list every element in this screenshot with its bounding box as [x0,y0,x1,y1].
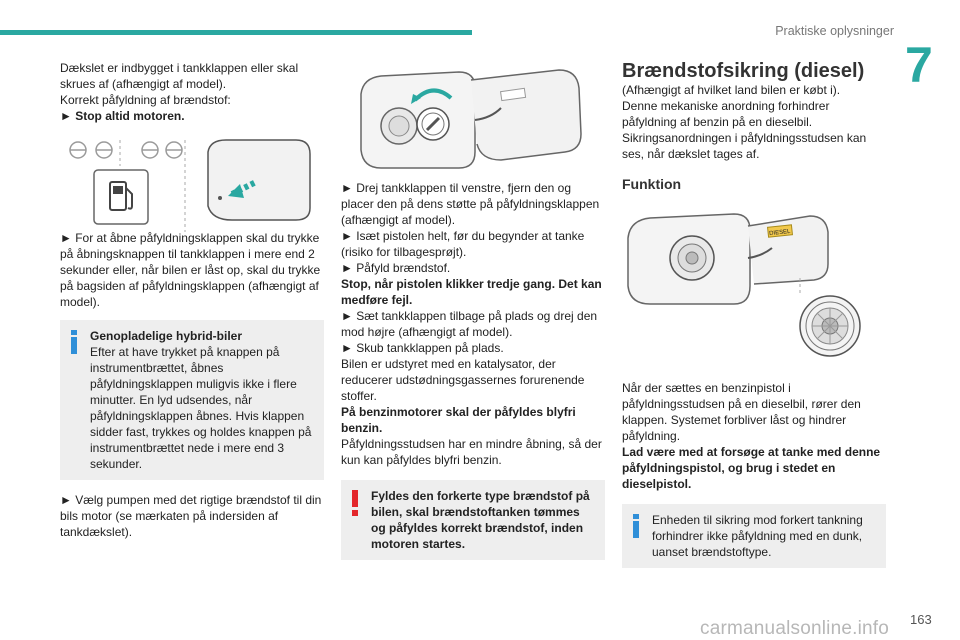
page-number: 163 [910,612,932,627]
paragraph: Korrekt påfyldning af brændstof: [60,93,231,107]
paragraph: ► Vælg pumpen med det rigtige brændstof til din bils motor (se mærkaten på indersiden af tankdækslet). [60,493,322,539]
subsection-heading: Funktion [622,176,682,192]
fuel-cap-illustration [341,60,605,172]
fuel-button-illustration [60,136,324,222]
paragraph-bold: Lad være med at forsøge at tanke med denne påfyldningspistol, og brug i stedet en dieselpistol. [622,445,881,491]
instruction-bold: Stop, når pistolen klikker tredje gang. Det kan medføre fejl. [341,277,602,307]
diesel-filler-cap-icon [800,296,860,356]
instruction: ► Skub tankklappen på plads. [341,341,504,355]
info-note [60,320,324,480]
paragraph: Bilen er udstyret med en katalysator, der reducerer udstødningsgassernes forurenende stoffer. [341,357,585,403]
diesel-filler-illustration [622,208,886,358]
fuel-flap-press-illustration [208,140,310,220]
instruction: ► Sæt tankklappen tilbage på plads og drej den mod højre (afhængigt af model). [341,309,598,339]
header-accent-bar [0,30,472,35]
info-icon [69,330,79,354]
instruction: ► Isæt pistolen helt, før du begynder at tanke (risiko for tilbagesprøjt). [341,229,585,259]
paragraph-bold: På benzinmotorer skal der påfyldes blyfri benzin. [341,405,576,435]
info-note [622,504,886,568]
fuel-pump-button-icon [94,170,148,224]
instruction-bold: ► Stop altid motoren. [60,109,185,123]
instruction: ► Drej tankklappen til venstre, fjern den og placer den på dens støtte på påfyldningsklappen (afhængigt af model). [341,181,600,227]
paragraph: Dækslet er indbygget i tankklappen eller skal skrues af (afhængigt af model). [60,61,299,91]
column-2 [341,60,605,560]
note-text: Enheden til sikring mod forkert tankning forhindrer ikke påfyldning med en dunk, uanset brændstoftype. [652,513,863,559]
fuel-cap-icon [417,108,449,140]
warning-note [341,480,605,560]
paragraph: Denne mekaniske anordning forhindrer påfyldning af benzin på en dieselbil. [622,99,830,129]
dashboard-steering-icon [70,142,182,158]
column-1 [60,60,324,540]
instruction: ► Påfyld brændstof. [341,261,451,275]
info-icon [631,514,641,538]
paragraph: Påfyldningsstudsen har en mindre åbning, så der kun kan påfyldes blyfri benzin. [341,437,602,467]
watermark: carmanualsonline.info [700,618,890,639]
paragraph: Sikringsanordningen i påfyldningsstudsen kan ses, når dækslet tages af. [622,131,867,161]
note-text: Efter at have trykket på knappen på instrumentbrættet, åbnes påfyldningsklappen muligvis ikke i flere minutter. En lyd udsendes, når påfyldningsklappen åbnes. Hvis klappen sidder fast, trykkes og holdes knappen på instrumentbrættet nede i mere end 3 sekunder. [90,345,312,471]
warning-icon [350,490,360,516]
page-header-title: Praktiske oplysninger [775,24,894,38]
paragraph: (Afhængigt af hvilket land bilen er købt i). [622,83,841,97]
column-3 [622,60,886,568]
paragraph: ► For at åbne påfyldningsklappen skal du trykke på åbningsknappen til tankklappen i mere end 2 sekunder eller, når bilen er låst op, skal du trykke på bagsiden af påfyldningsklappen (afhængigt af model). [60,231,321,309]
warning-text: Fyldes den forkerte type brændstof på bilen, skal brændstoftanken tømmes og påfyldes korrekt brændstof, inden motoren startes. [371,489,590,551]
section-heading: Brændstofsikring (diesel) [622,60,865,82]
note-title: Genopladelige hybrid-biler [90,329,243,343]
diesel-label-text: DIESEL [768,228,791,238]
chapter-number: 7 [905,37,933,93]
paragraph: Når der sættes en benzinpistol i påfyldningsstudsen på en dieselbil, rører den klappen. Systemet forbliver låst og hindrer påfyldning. [622,381,861,443]
